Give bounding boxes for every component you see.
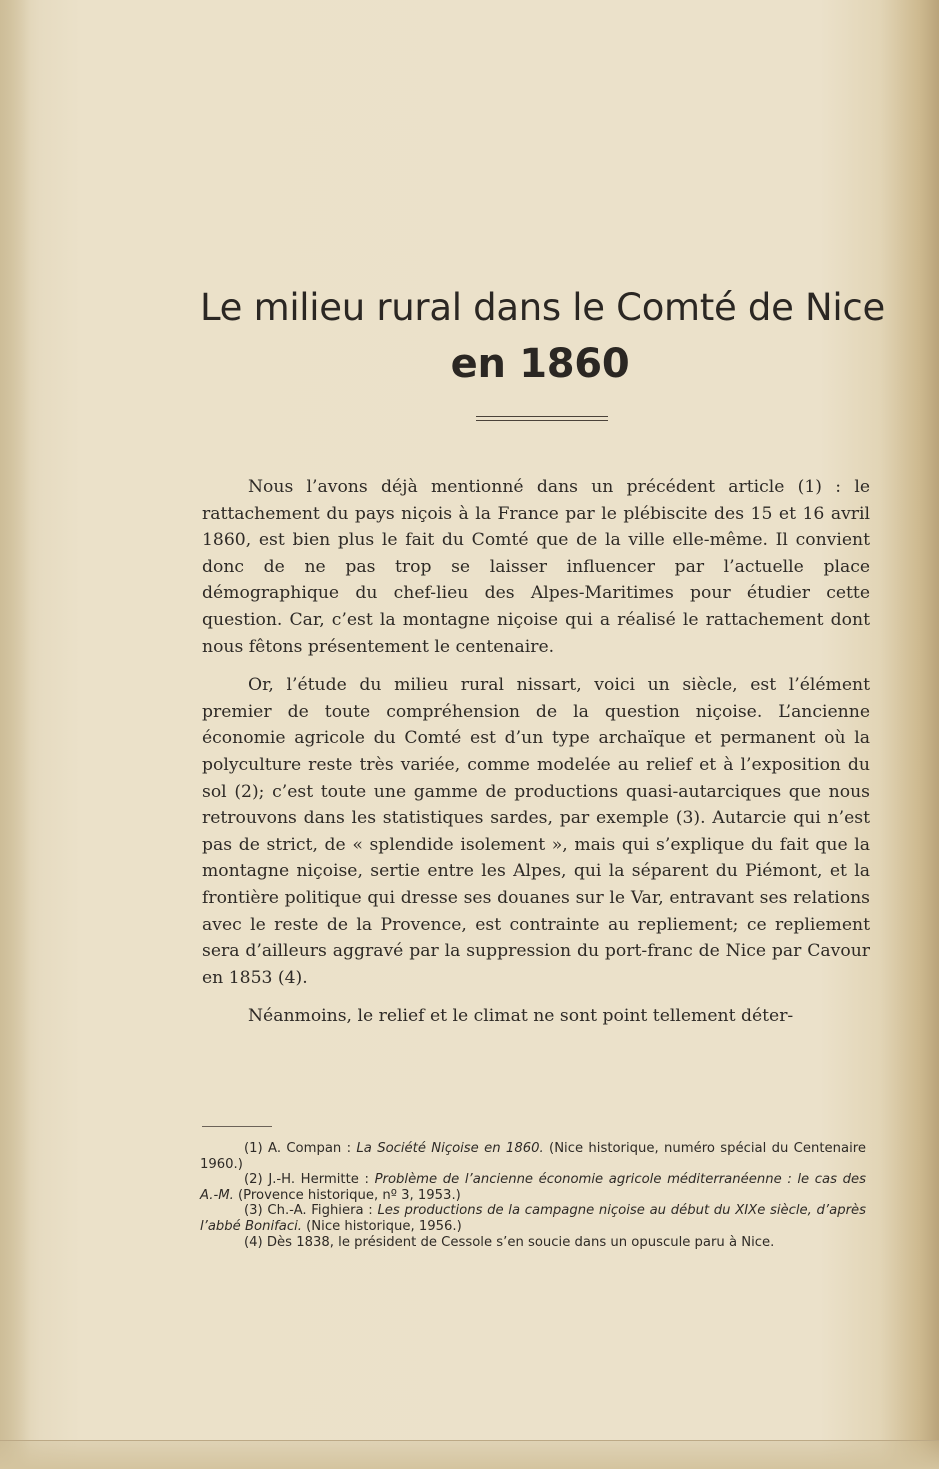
footnote-source: (Provence historique, nº 3, 1953.) xyxy=(238,1187,461,1203)
footnote-title: La Société Niçoise en 1860. xyxy=(356,1141,544,1156)
paragraph: Néanmoins, le relief et le climat ne sont point tellement déter- xyxy=(248,1006,794,1027)
footnote-author: Ch.-A. Fighiera : xyxy=(267,1203,373,1219)
title-divider xyxy=(476,416,608,421)
footnote-title: Problème de l’ancienne économie agricole méditerranéenne : le cas des A.-M. xyxy=(200,1172,866,1203)
footnote xyxy=(200,1203,866,1234)
footnote-source: Dès 1838, le président de Cessole s’en soucie dans un opuscule paru à Nice. xyxy=(266,1234,775,1250)
footnote-number: (4) xyxy=(244,1234,263,1250)
page-gutter-shadow xyxy=(0,0,30,1469)
footnote-author: J.-H. Hermitte : xyxy=(268,1172,369,1188)
footnote-divider xyxy=(202,1126,272,1127)
page-bottom-edge xyxy=(0,1440,939,1469)
article-title xyxy=(200,280,885,392)
title-line-2: en 1860 xyxy=(450,341,630,387)
footnote xyxy=(200,1235,866,1251)
footnote-author: A. Compan : xyxy=(268,1141,352,1156)
footnote-source: (Nice historique, 1956.) xyxy=(306,1218,462,1234)
paragraph: Or, l’étude du milieu rural nissart, voici un siècle, est l’élément premier de toute compréhension de la question niçoise. L’ancienne économie agricole du Comté est d’un type archaïque et permanent où la polyculture reste très variée, comme modelée au relief et à l’exposition du sol (2); c’est toute une gamme de productions quasi-autarciques que nous retrouvons dans les statistiques sardes, par exemple (3). Autarcie qui n’est pas de strict, de « splendide isolement », mais qui s’explique du fait que la montagne niçoise, sertie entre les Alpes, qui la séparent du Piémont, et la frontière politique qui dresse ses douanes sur le Var, entravant ses relations avec le reste de la Provence, est contrainte au repliement; ce repliement sera d’ailleurs aggravé par la suppression du port-franc de Nice par Cavour en 1853 (4). xyxy=(202,675,870,988)
paragraph: Nous l’avons déjà mentionné dans un précédent article (1) : le rattachement du pays niçois à la France par le plébiscite des 15 et 16 avril 1860, est bien plus le fait du Comté que de la ville elle-même. Il convient donc de ne pas trop se laisser influencer par l’actuelle place démographique du chef-lieu des Alpes-Maritimes pour étudier cette question. Car, c’est la montagne niçoise qui a réalisé le rattachement dont nous fêtons présentement le centenaire. xyxy=(202,477,870,657)
footnote-title: Les productions de la campagne niçoise au début du XIXe siècle, d’après l’abbé Bonifaci. xyxy=(200,1203,866,1234)
footnote-number: (3) xyxy=(244,1203,263,1219)
footnote-number: (1) xyxy=(244,1141,263,1156)
title-line-1: Le milieu rural dans le Comté de Nice xyxy=(200,286,885,329)
footnote xyxy=(200,1172,866,1203)
footnote-source: (Nice historique, numéro spécial du Centenaire 1960.) xyxy=(200,1141,866,1172)
footnote-number: (2) xyxy=(244,1172,263,1188)
article-body xyxy=(202,474,870,1042)
footnote xyxy=(200,1141,866,1172)
footnotes xyxy=(200,1141,866,1250)
